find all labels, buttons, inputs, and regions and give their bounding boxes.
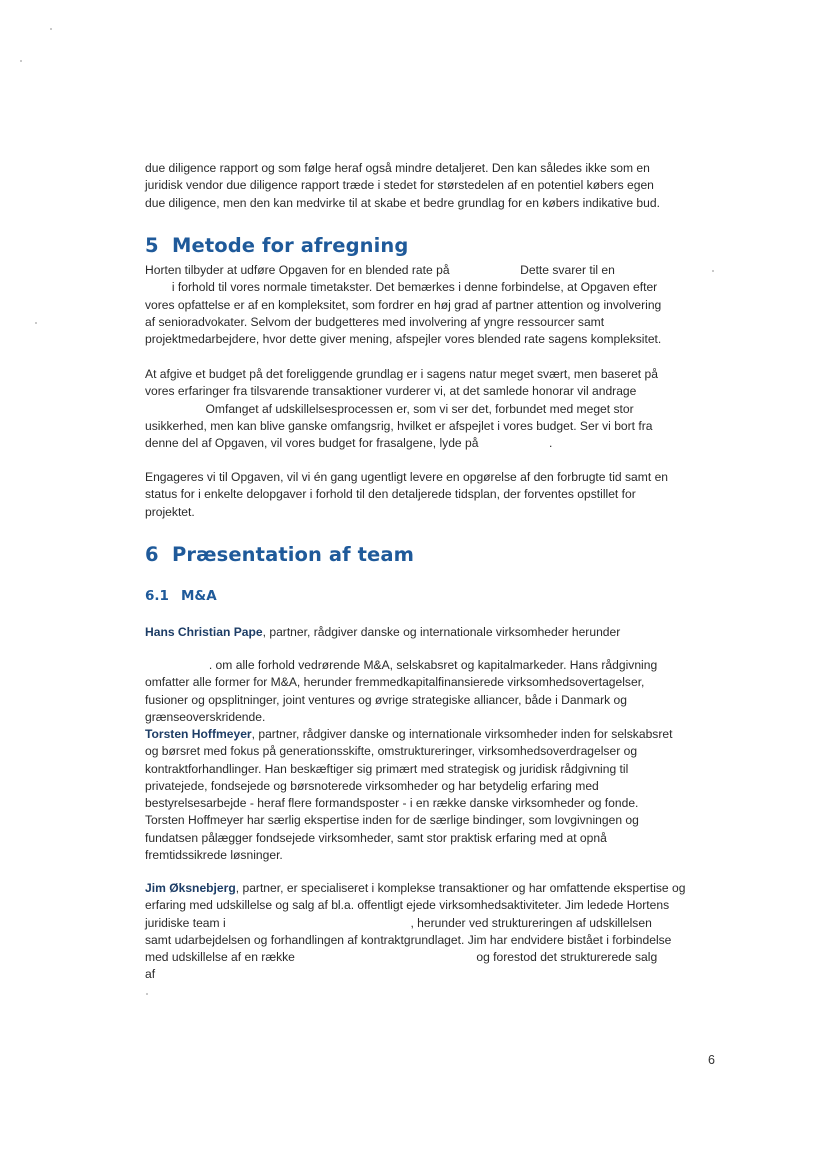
text-fragment: , partner, er specialiseret i komplekse transaktioner og har omfattende ekspertise og [235,881,686,895]
bio-hcp [145,657,716,726]
section-title: Metode for afregning [172,234,409,257]
text-line: juridiske team i , herunder ved struktureringen af udskillelsen [145,915,652,930]
section-5-paragraph-2 [145,366,716,452]
text-line: Omfanget af udskillelsesprocessen er, som vi ser det, forbundet med meget stor [145,401,634,416]
text-line: samt udarbejdelsen og forhandlingen af kontraktgrundlaget. Jim har endvidere bistået i forbindelse [145,932,672,947]
person-name: Hans Christian Pape [145,625,263,639]
subsection-6-1-heading [145,588,217,604]
text-line: denne del af Opgaven, vil vores budget for frasalgene, lyde på . [145,436,553,451]
text-line: status for i enkelte delopgaver i forhold til den detaljerede tidsplan, der forventes opstillet for [145,487,636,502]
text-line: due diligence, men den kan medvirke til at skabe et bedre grundlag for en købers indikative bud. [145,195,660,210]
text-line: projektet. [145,504,195,519]
text-line: grænseoverskridende. [145,709,266,724]
section-6-heading [145,543,414,566]
section-5-heading [145,234,408,257]
text-line [145,726,716,743]
scan-speck [35,322,37,324]
person-name: Jim Øksnebjerg [145,881,236,895]
text-line: vores erfaringer fra tilsvarende transaktioner vurderer vi, at det samlede honorar vil andrage [145,384,637,399]
text-line: projektmedarbejdere, hvor dette giver mening, afspejler vores blended rate sagens kompleksitet. [145,332,662,347]
section-title: Præsentation af team [172,543,415,566]
bio-th [145,726,716,864]
subsection-number: 6.1 [145,588,169,604]
text-line: privatejede, fondsejede og børsnoterede virksomheder og har betydelig erfaring med [145,778,599,793]
bio-jo [145,880,716,984]
text-line: Torsten Hoffmeyer har særlig ekspertise inden for de særlige bindinger, som lovgivningen og [145,813,639,828]
section-5-paragraph-3 [145,469,716,521]
text-line: erfaring med udskillelse og salg af bl.a. offentligt ejede virksomhedsaktiviteter. Jim ledede Hortens [145,898,670,913]
scan-speck [20,60,22,62]
text-line: og børsret med fokus på generationsskifte, omstruktureringer, virksomhedsoverdragelser og [145,744,638,759]
page-number: 6 [708,1053,715,1067]
subsection-title: M&A [181,588,217,604]
text-line: af [145,967,156,982]
bio-hcp-intro [145,624,716,641]
text-line: Engageres vi til Opgaven, vil vi én gang ugentligt levere en opgørelse af den forbrugte tid samt en [145,470,669,484]
section-number: 6 [145,543,159,566]
text-line: fremtidssikrede løsninger. [145,848,283,863]
text-fragment: , partner, rådgiver danske og internationale virksomheder herunder [262,625,621,639]
scan-speck [50,28,52,30]
section-5-paragraph-1 [145,262,716,348]
text-line: Horten tilbyder at udføre Opgaven for en blended rate på Dette svarer til en [145,263,615,277]
scan-speck [146,993,148,995]
text-line: fusioner og opsplitninger, joint ventures og øvrige strategiske alliancer, både i Danmark og [145,692,628,707]
text-line [145,624,716,641]
text-line: juridisk vendor due diligence rapport træde i stedet for størstedelen af en potentiel købers egen [145,178,654,193]
section-number: 5 [145,234,159,257]
text-fragment: , partner, rådgiver danske og internationale virksomheder inden for selskabsret [251,727,673,741]
person-name: Torsten Hoffmeyer [145,727,252,741]
text-line: At afgive et budget på det foreliggende grundlag er i sagens natur meget svært, men baseret på [145,367,658,381]
text-line: due diligence rapport og som følge heraf også mindre detaljeret. Den kan således ikke som en [145,161,650,175]
text-line: bestyrelsesarbejde - heraf flere formandsposter - i en række danske virksomheder og fonde. [145,796,639,811]
text-line: vores opfattelse er af en kompleksitet, som fordrer en høj grad af partner attention og involvering [145,297,662,312]
text-line: af senioradvokater. Selvom der budgetteres med involvering af yngre ressourcer samt [145,314,605,329]
text-line: fundatsen pålægger fondsejede virksomheder, samt stor praktisk erfaring med at opnå [145,830,607,845]
text-line: med udskillelse af en række og forestod det strukturerede salg [145,950,658,965]
text-line: kontraktforhandlinger. Han beskæftiger sig primært med strategisk og juridisk rådgivning til [145,761,629,776]
text-line: i forhold til vores normale timetakster. Det bemærkes i denne forbindelse, at Opgaven efter [145,280,658,295]
text-line: usikkerhed, men kan blive ganske omfangsrig, hvilket er afspejlet i vores budget. Ser vi bort fra [145,418,653,433]
text-line: . om alle forhold vedrørende M&A, selskabsret og kapitalmarkeder. Hans rådgivning [145,658,658,672]
text-line: omfatter alle former for M&A, herunder fremmedkapitalfinansierede virksomhedsovertagelser, [145,675,645,690]
text-line [145,880,716,897]
intro-paragraph [145,160,716,212]
